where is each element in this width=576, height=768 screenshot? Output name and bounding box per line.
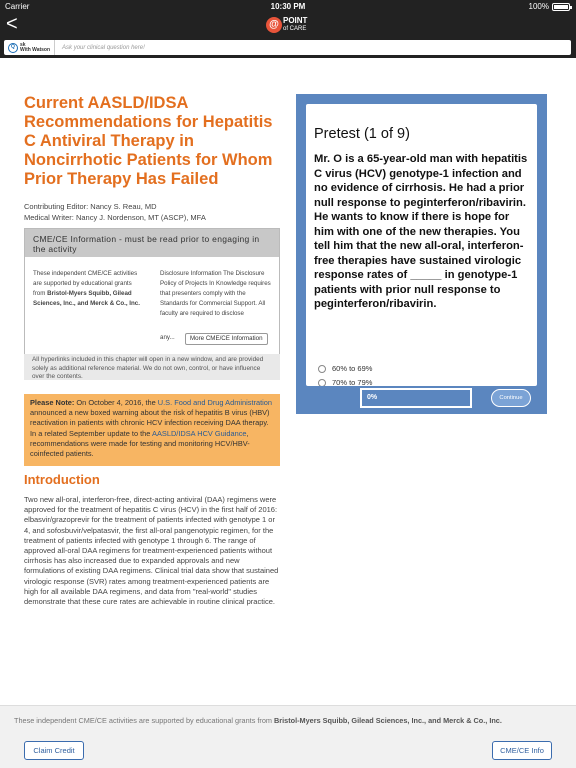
logo-line2: of CARE bbox=[283, 26, 307, 32]
top-bar bbox=[0, 0, 576, 38]
claim-credit-button[interactable]: Claim Credit bbox=[24, 741, 84, 760]
pretest-progress-bar bbox=[360, 388, 472, 408]
medical-writer: Medical Writer: Nancy J. Nordenson, MT (ASCP), MFA bbox=[24, 213, 206, 222]
answer-option[interactable] bbox=[332, 364, 372, 373]
pretest-title: Pretest (1 of 9) bbox=[314, 126, 410, 142]
article-credits bbox=[24, 201, 206, 223]
answer-option-label: 60% to 69% bbox=[332, 364, 373, 373]
clock: 10:30 PM bbox=[270, 2, 306, 11]
introduction-body: Two new all-oral, interferon-free, direct-acting antiviral (DAA) regimens were approved for the treatment of hepatitis C virus (HCV) in the first half of 2016: elbasvir/grazoprevir for the treatment of patients infected with genotype 1 or 4, and sofosbuvir/velpatasvir, the first all-oral pangenotypic regimen, for the treatment of patients infected with genotype 1 through 6. The range of approved all-oral DAA regimens for treatment-experienced patients without cirrhosis has also increased due to expanded approvals and new formulations of existing DAA regimens. Clinical trial data show that sustained virologic response (SVR) rates among treatment-experienced patients are high for all available DAA regimens, and data from "real-world" studies demonstrate that these cure rates are achievable in routine clinical practice. bbox=[24, 495, 279, 607]
back-chevron-icon[interactable]: < bbox=[6, 13, 18, 35]
battery-indicator bbox=[529, 2, 570, 11]
alert-label: Please Note: bbox=[30, 398, 75, 407]
fda-alert-box bbox=[24, 394, 280, 466]
article-title: Current AASLD/IDSA Recommendations for Hepatitis C Antiviral Therapy in Noncirrhotic Patients for Whom Prior Therapy Has Failed bbox=[24, 94, 273, 188]
answer-option[interactable] bbox=[332, 378, 372, 386]
cme-disclosure-text: Disclosure Information The Disclosure Policy of Projects In Knowledge requires that presenters comply with the Standards for Commercial Support. All faculty are required to disclose bbox=[160, 270, 271, 317]
ask-q-icon: Q bbox=[8, 43, 18, 53]
hcv-guidance-link[interactable]: AASLD/IDSA HCV Guidance bbox=[152, 428, 247, 438]
fda-link[interactable]: U.S. Food and Drug Administration bbox=[157, 398, 272, 407]
pretest-question: Mr. O is a 65-year-old man with hepatitis C virus (HCV) genotype-1 infection and no evidence of cirrhosis. He had a prior null response to peginterferon/ribavirin. He wants to know if there is hope for him with one of the new therapies. You tell him that the new all-oral, interferon-free therapies have sustained virologic response rates of _____ in genotype-1 patients with prior null response to peginterferon/ribavirin. bbox=[314, 153, 528, 310]
cme-heading: CME/CE Information - must be read prior to engaging in the activity bbox=[25, 229, 279, 257]
more-cme-info-button[interactable]: More CME/CE Information bbox=[185, 333, 268, 345]
logo-line1: POINT bbox=[283, 16, 308, 25]
hyperlink-note: All hyperlinks included in this chapter will open in a new window, and are provided solely as additional reference material. We do not own, control, or have influence over the contents. bbox=[24, 354, 280, 380]
search-placeholder: Ask your clinical question here! bbox=[62, 44, 145, 51]
footer-supporters: Bristol-Myers Squibb, Gilead Sciences, Inc., and Merck & Co., Inc. bbox=[274, 716, 502, 725]
cme-support-intro: These independent CME/CE activities are supported by educational grants from bbox=[33, 270, 138, 297]
footer-support-text bbox=[14, 715, 564, 726]
ask-label-line1: sk bbox=[20, 41, 26, 48]
cme-support-text bbox=[33, 269, 145, 309]
footer-support-intro: These independent CME/CE activities are supported by educational grants from bbox=[14, 716, 274, 725]
battery-icon bbox=[552, 3, 570, 11]
ask-watson-badge bbox=[4, 40, 55, 55]
carrier-label: Carrier bbox=[5, 2, 30, 11]
search-bar bbox=[0, 38, 576, 58]
continue-button[interactable]: Continue bbox=[491, 389, 531, 407]
point-of-care-logo bbox=[266, 15, 307, 35]
cme-info-box bbox=[24, 228, 280, 355]
contributing-editor: Contributing Editor: Nancy S. Reau, MD bbox=[24, 202, 157, 211]
cme-supporters: Bristol-Myers Squibb, Gilead Sciences, Inc., and Merck & Co., Inc. bbox=[33, 290, 140, 307]
progress-percent: 0% bbox=[367, 394, 378, 401]
search-input[interactable] bbox=[4, 40, 571, 55]
alert-text-3: , recommendations were made for testing and monitoring HCV/HBV-coinfected patients. bbox=[30, 428, 250, 459]
introduction-heading: Introduction bbox=[24, 472, 100, 487]
logo-at-icon: @ bbox=[266, 17, 282, 33]
cme-disclosure-ellipsis: any... bbox=[160, 334, 175, 341]
status-bar bbox=[0, 0, 576, 14]
radio-button[interactable] bbox=[318, 365, 326, 373]
radio-button[interactable] bbox=[318, 379, 326, 386]
ask-label-line2: With Watson bbox=[20, 46, 51, 53]
battery-percent: 100% bbox=[528, 2, 549, 11]
alert-text-1: On October 4, 2016, the bbox=[74, 398, 158, 407]
footer bbox=[0, 705, 576, 768]
pretest-card bbox=[306, 104, 537, 386]
cme-ce-info-button[interactable]: CME/CE Info bbox=[492, 741, 552, 760]
answer-option-label: 70% to 79% bbox=[332, 378, 373, 386]
alert-text-2: announced a new boxed warning about the risk of hepatitis B virus (HBV) reactivation in patients with chronic HCV infection receiving DAA therapy. In a related September update to the bbox=[30, 408, 270, 438]
